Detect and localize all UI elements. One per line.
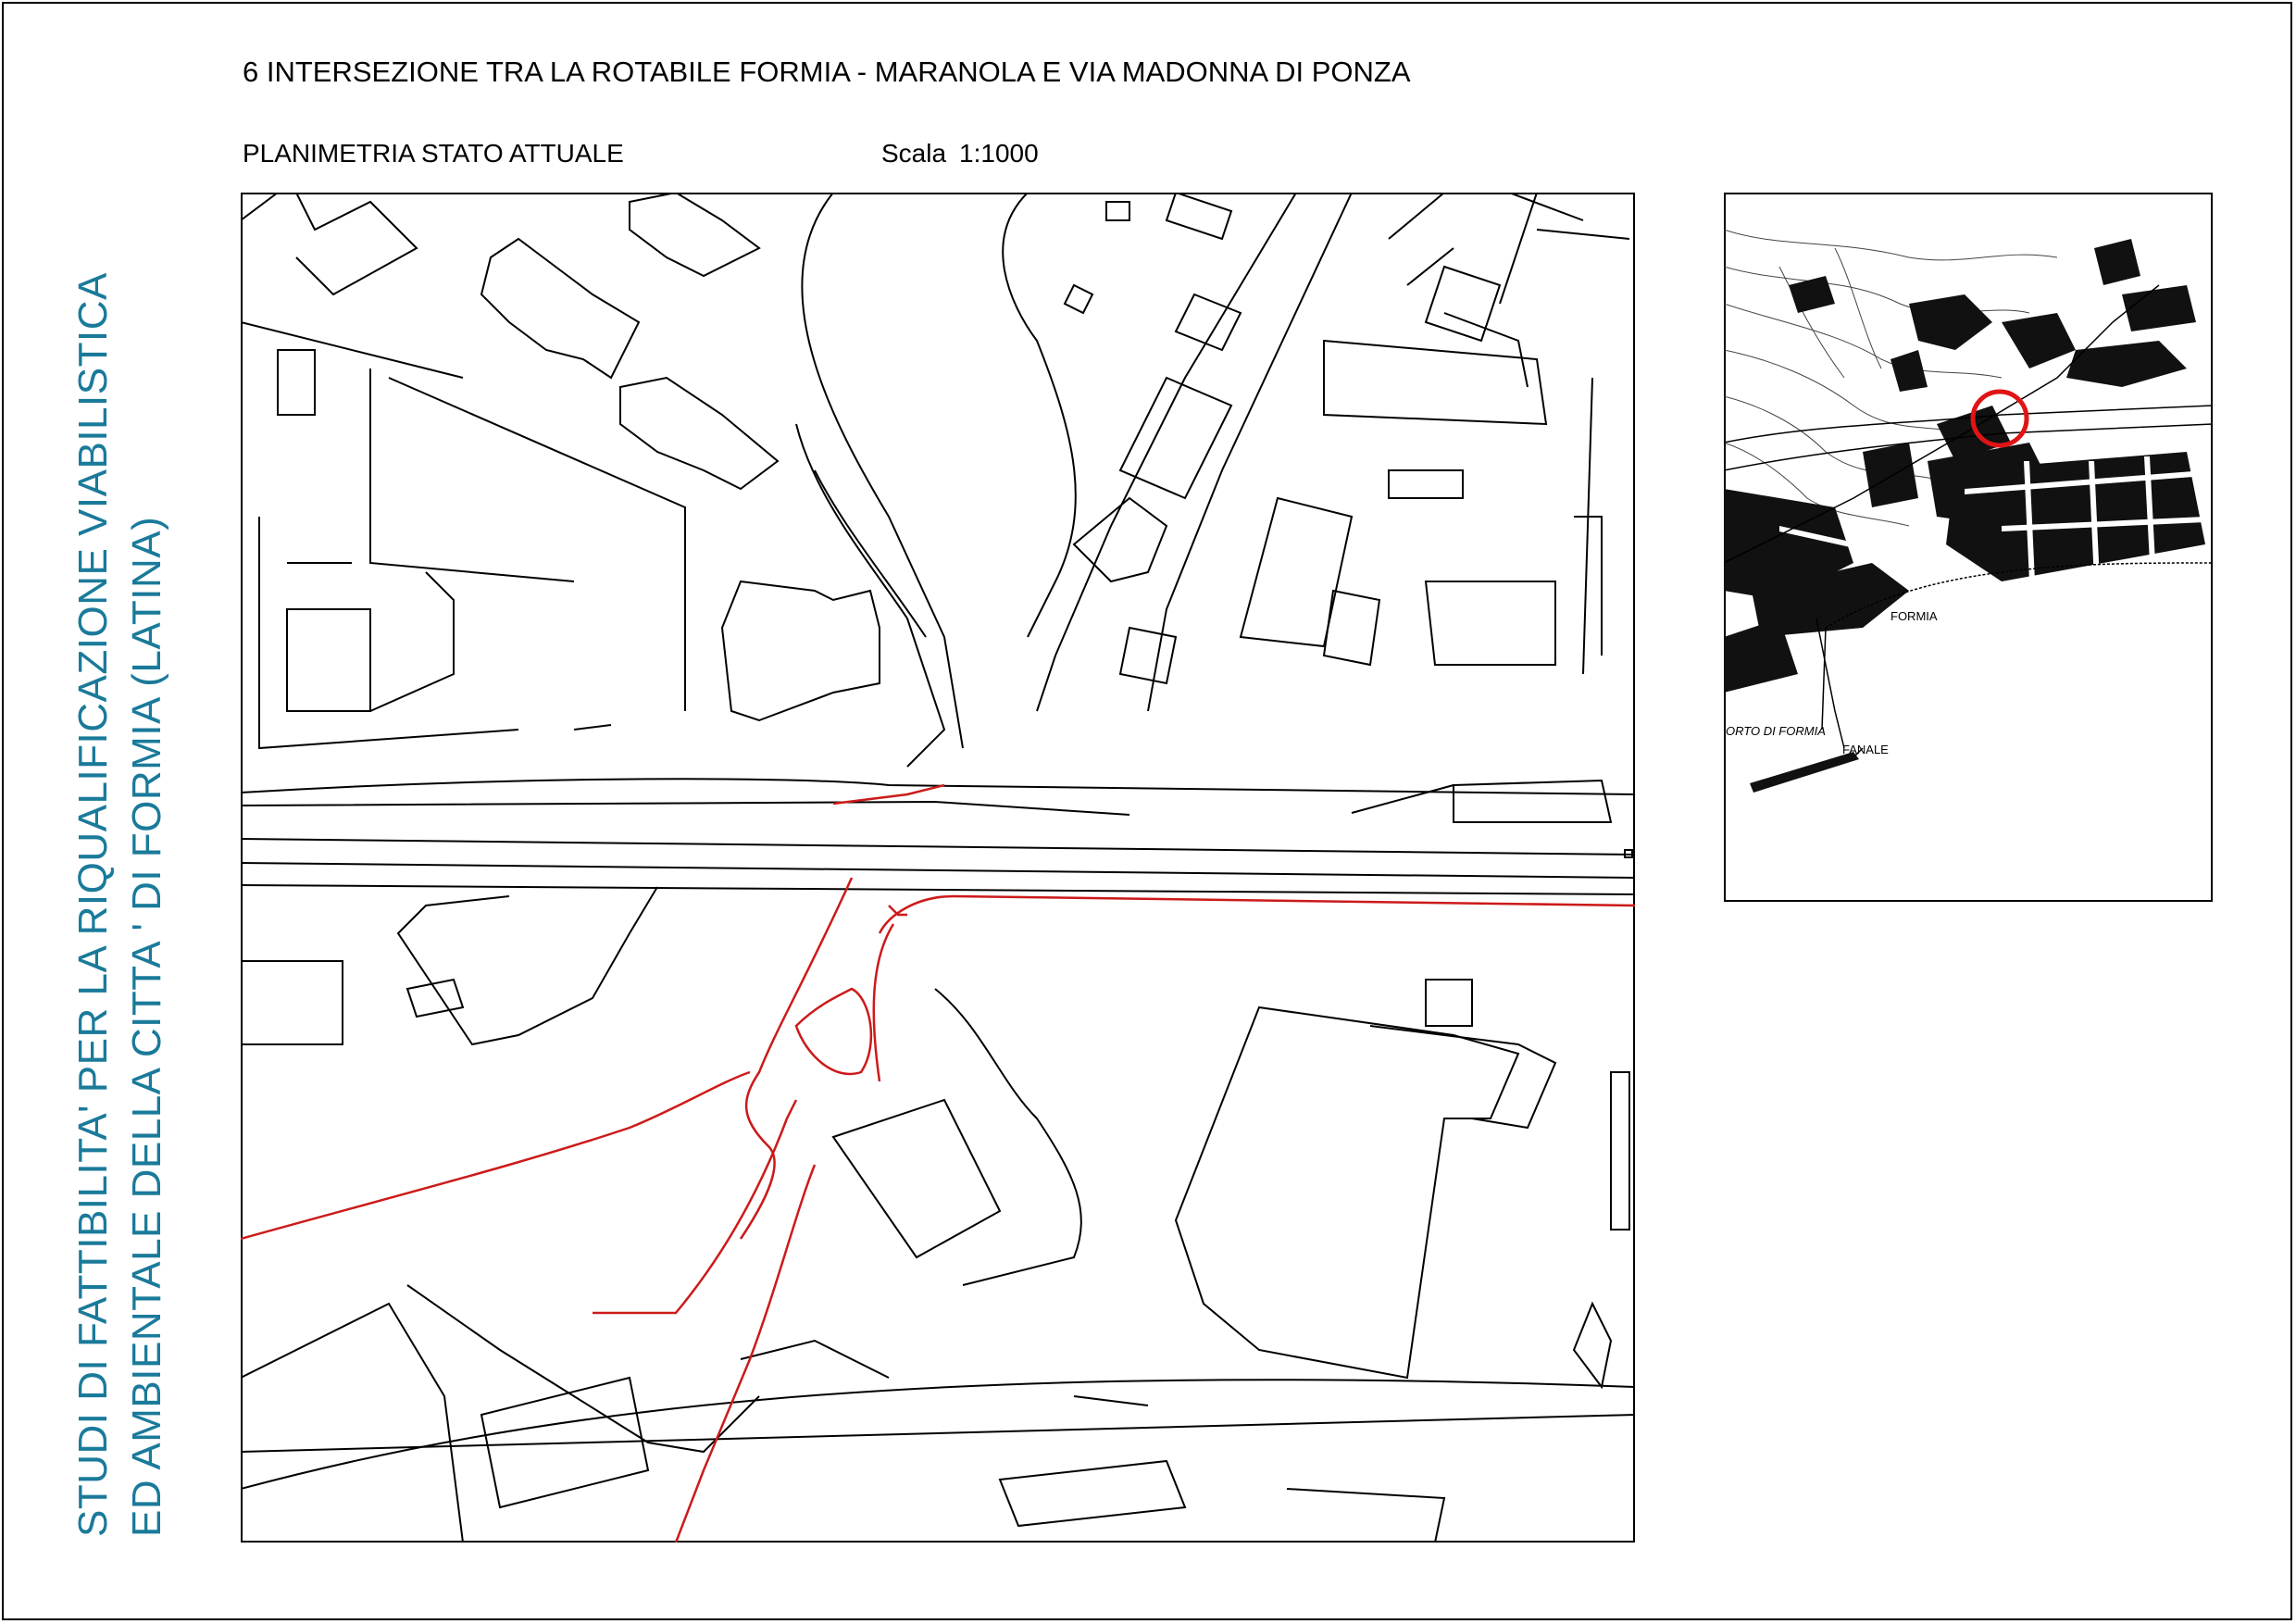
road-band: [241, 779, 1635, 894]
building-ne-6: [1389, 470, 1463, 498]
buildings-northeast: [1037, 193, 1629, 822]
parcel-line-2: [241, 322, 574, 581]
building-s-6: [833, 1100, 1000, 1257]
parcel-s-2: [407, 1285, 759, 1452]
plan-subheading: PLANIMETRIA STATO ATTUALE: [243, 139, 624, 168]
parcel-s-3: [241, 1304, 463, 1543]
locator-port-label: ORTO DI FORMIA: [1726, 724, 1826, 738]
street-northeast: [1037, 193, 1296, 711]
road-kerb: [241, 802, 1129, 815]
project-title: [67, 272, 174, 1537]
parcel-ne-2: [1500, 193, 1602, 674]
footpath-east: [1003, 193, 1076, 637]
project-road-edge-south: [593, 1100, 796, 1313]
building-s-9: [1287, 1489, 1444, 1543]
project-road-edge-inner: [874, 924, 893, 1081]
project-kerb-link: [889, 906, 907, 915]
building-ne-4: [1324, 591, 1379, 665]
building-nw-2: [481, 239, 639, 378]
building-ne-5: [1426, 581, 1555, 665]
building-nw-4: [620, 378, 778, 489]
plan-border: [242, 194, 1634, 1542]
scale-note: [881, 139, 1052, 169]
project-traffic-island: [796, 989, 871, 1074]
building-s-3: [1426, 980, 1472, 1026]
project-road-edge-east: [880, 896, 1635, 933]
project-title-line-1: STUDI DI FATTIBILITA' PER LA RIQUALIFICAZIONE VIABILISTICA: [70, 272, 116, 1537]
building-nw-6: [287, 609, 370, 711]
building-s-8: [1000, 1461, 1185, 1526]
garden-edge: [935, 989, 1081, 1285]
scale-label: Scala: [881, 139, 947, 168]
parcel-ne-1: [1389, 193, 1454, 285]
building-nw-5: [278, 350, 315, 415]
road-lane-line: [241, 839, 1635, 855]
road-edge-south: [241, 885, 1635, 894]
road-lane-line-2: [241, 863, 1635, 878]
building-ne-3: [1241, 498, 1352, 646]
building-nw-3: [630, 193, 759, 276]
building-nc-7: [1120, 628, 1176, 683]
building-s-10: [1574, 1304, 1611, 1387]
parcel-line-3: [259, 517, 611, 748]
sheet-heading: 6 INTERSEZIONE TRA LA ROTABILE FORMIA - MARANOLA E VIA MADONNA DI PONZA: [243, 56, 1411, 88]
project-red-lines: [241, 785, 1635, 1543]
parcel-line-1: [389, 378, 685, 711]
building-ne-7: [1454, 781, 1611, 822]
building-nc-1: [722, 581, 880, 720]
project-title-line-2: ED AMBIENTALE DELLA CITTA ' DI FORMIA (LATINA): [124, 516, 169, 1537]
building-ne-2: [1324, 341, 1546, 424]
locator-beacon-label: FANALE: [1842, 743, 1889, 756]
scale-value: 1:1000: [959, 139, 1039, 168]
building-s-2: [1370, 1026, 1555, 1128]
parcel-s-1: [398, 887, 657, 1044]
building-s-5: [407, 980, 463, 1017]
building-nc-2: [1074, 498, 1167, 581]
building-s-1: [1176, 1007, 1518, 1378]
buildings-south: [241, 887, 1635, 1543]
stream-channel: [796, 424, 944, 767]
footpath-west: [802, 193, 963, 748]
site-plan: [241, 193, 1635, 1543]
building-nc-3: [1065, 202, 1129, 313]
parcel-ne-5: [1352, 785, 1454, 813]
building-s-11: [1611, 1072, 1629, 1230]
locator-map: [1724, 193, 2213, 902]
building-s-4: [241, 961, 343, 1044]
buildings-northwest: [241, 193, 778, 748]
parcel-ne-4: [1509, 193, 1629, 239]
project-road-edge-west: [241, 1072, 750, 1239]
locator-town-label: FORMIA: [1890, 609, 1938, 623]
building-nc-4: [1167, 193, 1231, 239]
plan-linework: [241, 193, 1635, 1543]
building-nw-1: [241, 193, 417, 294]
project-north-edge: [833, 785, 944, 804]
buildings-north-centre: [722, 193, 1241, 767]
project-road-edge-southeast: [676, 1165, 815, 1543]
